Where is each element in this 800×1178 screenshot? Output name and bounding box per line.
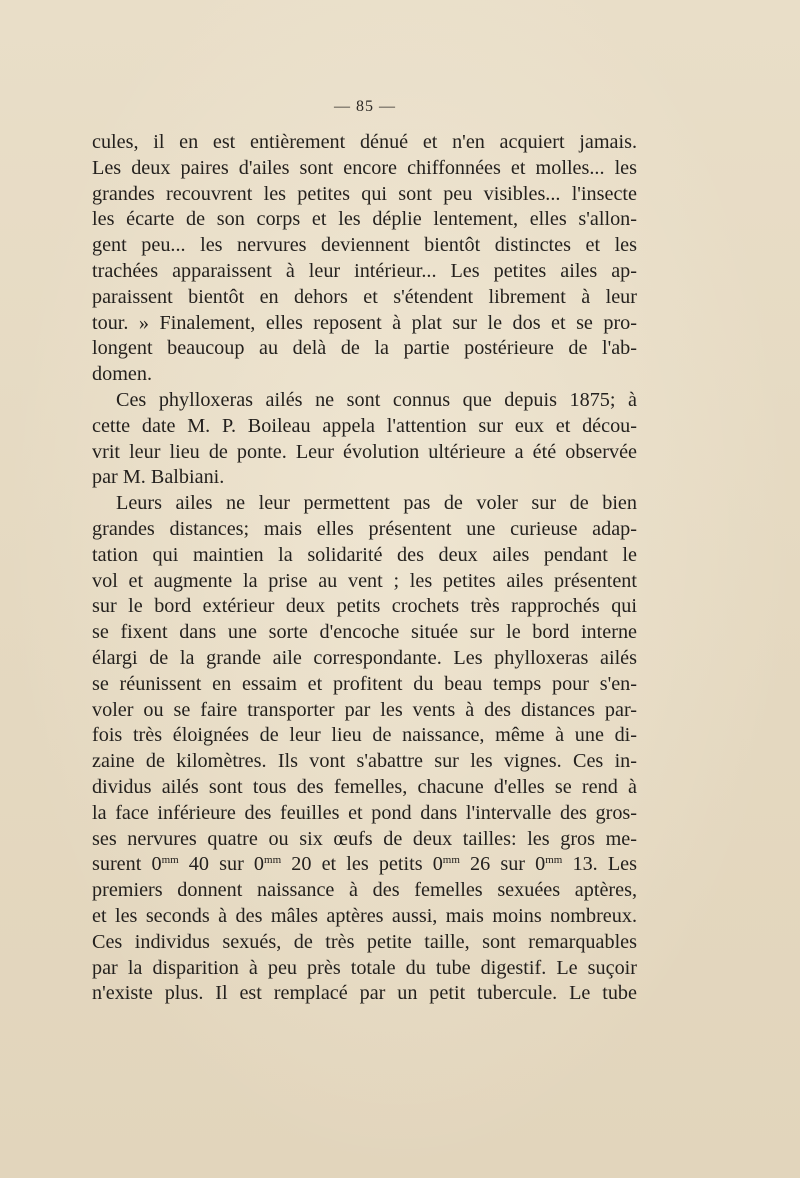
text-line: Ces individus sexués, de très petite taille, sont remarquables	[92, 930, 637, 953]
text-line: voler ou se faire transporter par les vents à des distances par-	[92, 698, 637, 721]
text-line: cules, il en est entièrement dénué et n'en acquiert jamais.	[92, 131, 637, 153]
text-line: la face inférieure des feuilles et pond dans l'intervalle des gros-	[92, 801, 637, 824]
text-line: paraissent bientôt en dehors et s'étendent librement à leur	[92, 285, 637, 308]
text-line: Les deux paires d'ailes sont encore chiffonnées et molles... les	[92, 156, 637, 179]
text-line: vrit leur lieu de ponte. Leur évolution ultérieure a été observée	[92, 440, 637, 463]
text-line: grandes distances; mais elles présentent une curieuse adap-	[92, 517, 637, 540]
text-line: par M. Balbiani.	[92, 466, 225, 489]
text-line: dividus ailés sont tous des femelles, chacune d'elles se rend à	[92, 775, 637, 798]
text-line: domen.	[92, 363, 152, 386]
text-line: premiers donnent naissance à des femelles sexuées aptères,	[92, 879, 637, 902]
paragraph-3	[92, 491, 637, 1007]
text-line: élargi de la grande aile correspondante. Les phylloxeras ailés	[92, 646, 637, 669]
paragraph-2	[92, 388, 637, 491]
body-text	[92, 130, 637, 1007]
unit-superscript: mm	[161, 854, 179, 867]
text-line: les écarte de son corps et les déplie lentement, elles s'allon-	[92, 208, 637, 231]
text-line: et les seconds à des mâles aptères aussi, mais moins nombreux.	[92, 904, 637, 927]
unit-superscript: mm	[545, 854, 563, 867]
text-line: tour. » Finalement, elles reposent à plat sur le dos et se pro-	[92, 311, 637, 334]
text-line: se réunissent en essaim et profitent du beau temps pour s'en-	[92, 672, 637, 695]
paragraph-1	[92, 130, 637, 388]
text-line: fois très éloignées de leur lieu de naissance, même à une di-	[92, 724, 637, 747]
text-line: zaine de kilomètres. Ils vont s'abattre sur les vignes. Ces in-	[92, 750, 637, 773]
text-line: Ces phylloxeras ailés ne sont connus que depuis 1875; à	[116, 388, 637, 411]
text-line: par la disparition à peu près totale du tube digestif. Le suçoir	[92, 956, 637, 979]
unit-superscript: mm	[442, 854, 460, 867]
text-line: gent peu... les nervures deviennent bientôt distinctes et les	[92, 234, 637, 257]
text-line-with-units: surent $0^{mm}$ 40 sur $0^{mm}$ 20 et les petits $0^{mm}$ 26 sur $0^{mm}$ 13. Les	[92, 853, 637, 876]
text-line: n'existe plus. Il est remplacé par un petit tubercule. Le tube	[92, 982, 637, 1005]
text-line: grandes recouvrent les petites qui sont peu visibles... l'insecte	[92, 182, 637, 205]
text-line: tation qui maintien la solidarité des deux ailes pendant le	[92, 543, 637, 566]
text-line: ses nervures quatre ou six œufs de deux tailles: les gros me-	[92, 827, 637, 850]
text-line: sur le bord extérieur deux petits crochets très rapprochés qui	[92, 595, 637, 618]
text-line: trachées apparaissent à leur intérieur... Les petites ailes ap-	[92, 259, 637, 282]
text-line: cette date M. P. Boileau appela l'attention sur eux et décou-	[92, 414, 637, 437]
text-line: Leurs ailes ne leur permettent pas de voler sur de bien	[116, 492, 637, 515]
text-line: vol et augmente la prise au vent ; les petites ailes présentent	[92, 569, 637, 592]
page-number: — 85 —	[334, 98, 396, 115]
unit-superscript: mm	[264, 854, 282, 867]
text-line: longent beaucoup au delà de la partie postérieure de l'ab-	[92, 337, 637, 360]
text-line: se fixent dans une sorte d'encoche située sur le bord interne	[92, 621, 637, 644]
